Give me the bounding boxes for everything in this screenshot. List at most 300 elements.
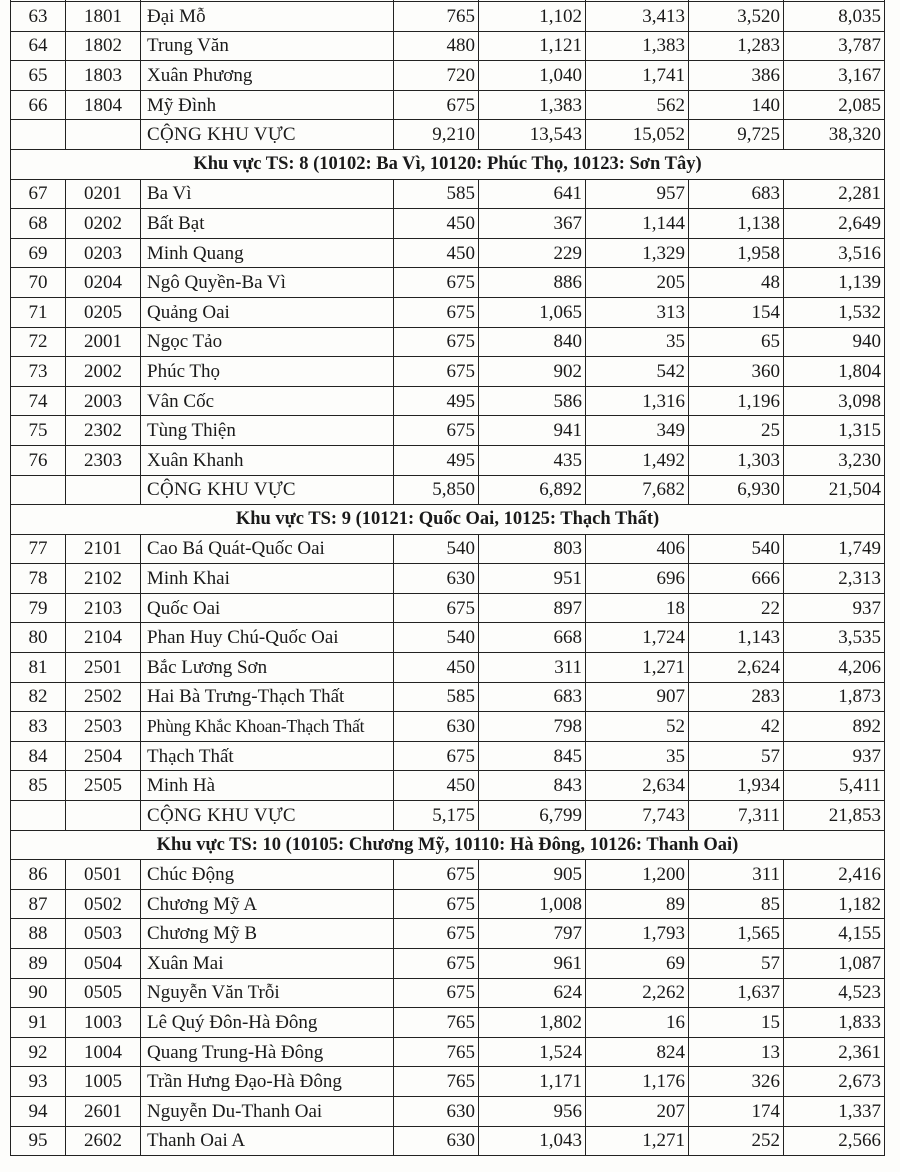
row-nv1: 1,043: [479, 1126, 586, 1156]
row-school-name: Đại Mỗ: [141, 2, 394, 32]
row-school-name: Minh Hà: [141, 771, 394, 801]
row-school-code: 0503: [66, 919, 141, 949]
table-row: [11, 653, 885, 683]
row-nv1: 311: [479, 653, 586, 683]
row-nv2: 562: [586, 90, 689, 120]
row-school-code: 2003: [66, 386, 141, 416]
row-nv1: 229: [479, 238, 586, 268]
row-stt: 89: [11, 949, 66, 979]
row-school-code: 2502: [66, 682, 141, 712]
row-total: 1,139: [784, 268, 885, 298]
row-stt: 66: [11, 90, 66, 120]
row-total: 1,749: [784, 534, 885, 564]
row-nv1: 941: [479, 416, 586, 446]
table-row: [11, 534, 885, 564]
row-school-code: 0202: [66, 209, 141, 239]
row-quota: 675: [394, 593, 479, 623]
row-nv2: 35: [586, 327, 689, 357]
section-header-row: [11, 505, 885, 535]
row-nv2: 1,492: [586, 445, 689, 475]
row-nv1: 6,892: [479, 475, 586, 505]
row-nv1: 641: [479, 179, 586, 209]
row-total: 1,182: [784, 889, 885, 919]
row-total: 940: [784, 327, 885, 357]
table-row: [11, 327, 885, 357]
row-nv3: 666: [689, 564, 784, 594]
row-nv1: 586: [479, 386, 586, 416]
row-total: 5,411: [784, 771, 885, 801]
row-school-name: CỘNG KHU VỰC: [141, 801, 394, 831]
row-stt: 92: [11, 1037, 66, 1067]
table-row: [11, 860, 885, 890]
row-school-code: 2505: [66, 771, 141, 801]
row-nv3: 6,930: [689, 475, 784, 505]
row-quota: 450: [394, 771, 479, 801]
row-nv2: 3,413: [586, 2, 689, 32]
row-quota: 675: [394, 741, 479, 771]
row-total: 21,504: [784, 475, 885, 505]
row-quota: 765: [394, 2, 479, 32]
table-row: [11, 1126, 885, 1156]
row-nv2: 52: [586, 712, 689, 742]
row-nv3: 65: [689, 327, 784, 357]
table-row: [11, 1037, 885, 1067]
row-total: 3,516: [784, 238, 885, 268]
row-nv1: 956: [479, 1096, 586, 1126]
row-school-code: [66, 801, 141, 831]
table-row: [11, 238, 885, 268]
row-stt: 94: [11, 1096, 66, 1126]
row-nv1: 840: [479, 327, 586, 357]
row-stt: 77: [11, 534, 66, 564]
section-total-row: [11, 475, 885, 505]
row-nv2: 313: [586, 297, 689, 327]
row-nv3: 360: [689, 357, 784, 387]
row-nv2: 1,329: [586, 238, 689, 268]
row-nv3: 48: [689, 268, 784, 298]
row-nv1: 13,543: [479, 120, 586, 150]
row-school-name: Quảng Oai: [141, 297, 394, 327]
row-nv3: 85: [689, 889, 784, 919]
row-quota: 540: [394, 623, 479, 653]
row-stt: 76: [11, 445, 66, 475]
row-total: 8,035: [784, 2, 885, 32]
row-school-name: Minh Khai: [141, 564, 394, 594]
row-nv1: 951: [479, 564, 586, 594]
table-row: [11, 1008, 885, 1038]
row-nv1: 1,040: [479, 61, 586, 91]
row-nv2: 1,271: [586, 1126, 689, 1156]
row-stt: 65: [11, 61, 66, 91]
row-total: 3,098: [784, 386, 885, 416]
row-quota: 495: [394, 386, 479, 416]
row-nv1: 905: [479, 860, 586, 890]
row-nv3: 1,958: [689, 238, 784, 268]
row-nv1: 797: [479, 919, 586, 949]
row-school-code: 1804: [66, 90, 141, 120]
row-nv3: 2,624: [689, 653, 784, 683]
row-total: 2,281: [784, 179, 885, 209]
row-stt: 68: [11, 209, 66, 239]
row-school-name: Bất Bạt: [141, 209, 394, 239]
row-nv3: 42: [689, 712, 784, 742]
row-total: 2,085: [784, 90, 885, 120]
row-nv2: 1,176: [586, 1067, 689, 1097]
row-quota: 9,210: [394, 120, 479, 150]
row-stt: 64: [11, 31, 66, 61]
row-nv2: 1,383: [586, 31, 689, 61]
row-quota: 720: [394, 61, 479, 91]
row-nv3: 7,311: [689, 801, 784, 831]
row-school-code: 1004: [66, 1037, 141, 1067]
row-stt: 84: [11, 741, 66, 771]
row-nv1: 961: [479, 949, 586, 979]
table-row: [11, 90, 885, 120]
row-school-code: 2002: [66, 357, 141, 387]
row-nv3: 22: [689, 593, 784, 623]
row-quota: 765: [394, 1067, 479, 1097]
row-nv2: 349: [586, 416, 689, 446]
row-total: 1,087: [784, 949, 885, 979]
row-quota: 675: [394, 297, 479, 327]
row-stt: 86: [11, 860, 66, 890]
row-school-code: 2602: [66, 1126, 141, 1156]
row-quota: 675: [394, 268, 479, 298]
row-school-name: Hai Bà Trưng-Thạch Thất: [141, 682, 394, 712]
row-nv1: 886: [479, 268, 586, 298]
row-stt: 63: [11, 2, 66, 32]
row-quota: 450: [394, 653, 479, 683]
table-row: [11, 949, 885, 979]
row-nv1: 1,065: [479, 297, 586, 327]
row-nv2: 542: [586, 357, 689, 387]
row-stt: 95: [11, 1126, 66, 1156]
row-nv1: 1,121: [479, 31, 586, 61]
row-stt: 69: [11, 238, 66, 268]
row-nv3: 252: [689, 1126, 784, 1156]
row-nv1: 6,799: [479, 801, 586, 831]
row-total: 4,206: [784, 653, 885, 683]
row-quota: 675: [394, 919, 479, 949]
row-total: 21,853: [784, 801, 885, 831]
row-quota: 5,850: [394, 475, 479, 505]
row-total: 3,535: [784, 623, 885, 653]
row-school-name: Ngô Quyền-Ba Vì: [141, 268, 394, 298]
row-total: 38,320: [784, 120, 885, 150]
row-nv1: 843: [479, 771, 586, 801]
table-row: [11, 2, 885, 32]
row-stt: 87: [11, 889, 66, 919]
row-nv3: 283: [689, 682, 784, 712]
row-school-code: 2501: [66, 653, 141, 683]
row-quota: 630: [394, 564, 479, 594]
row-nv1: 668: [479, 623, 586, 653]
row-stt: 74: [11, 386, 66, 416]
row-school-code: 2104: [66, 623, 141, 653]
row-nv3: 140: [689, 90, 784, 120]
table-row: [11, 741, 885, 771]
row-quota: 765: [394, 1008, 479, 1038]
row-nv3: 57: [689, 741, 784, 771]
table-row: [11, 889, 885, 919]
row-nv3: 9,725: [689, 120, 784, 150]
row-school-code: 0501: [66, 860, 141, 890]
row-school-name: Xuân Khanh: [141, 445, 394, 475]
row-quota: 630: [394, 712, 479, 742]
row-school-code: 1801: [66, 2, 141, 32]
row-quota: 675: [394, 978, 479, 1008]
section-title: Khu vực TS: 10 (10105: Chương Mỹ, 10110: Hà Đông, 10126: Thanh Oai): [11, 830, 885, 860]
row-nv2: 35: [586, 741, 689, 771]
row-school-name: CỘNG KHU VỰC: [141, 475, 394, 505]
row-nv2: 1,316: [586, 386, 689, 416]
row-school-name: Chương Mỹ A: [141, 889, 394, 919]
row-nv2: 69: [586, 949, 689, 979]
table-row: [11, 1067, 885, 1097]
row-school-code: 0204: [66, 268, 141, 298]
row-school-code: 2504: [66, 741, 141, 771]
row-total: 2,566: [784, 1126, 885, 1156]
row-nv2: 2,634: [586, 771, 689, 801]
table-row: [11, 978, 885, 1008]
row-stt: 85: [11, 771, 66, 801]
row-school-name: Ba Vì: [141, 179, 394, 209]
row-quota: 450: [394, 238, 479, 268]
row-stt: 70: [11, 268, 66, 298]
row-total: 1,315: [784, 416, 885, 446]
row-stt: 79: [11, 593, 66, 623]
row-nv2: 15,052: [586, 120, 689, 150]
table-row: [11, 61, 885, 91]
row-stt: 67: [11, 179, 66, 209]
row-school-name: Phùng Khắc Khoan-Thạch Thất: [141, 712, 394, 742]
row-total: 937: [784, 593, 885, 623]
row-quota: 540: [394, 534, 479, 564]
row-school-name: Phúc Thọ: [141, 357, 394, 387]
row-school-code: 1802: [66, 31, 141, 61]
row-nv2: 18: [586, 593, 689, 623]
table-row: [11, 564, 885, 594]
row-school-code: 0505: [66, 978, 141, 1008]
row-quota: 675: [394, 949, 479, 979]
row-nv1: 798: [479, 712, 586, 742]
row-school-code: 2001: [66, 327, 141, 357]
row-total: 1,532: [784, 297, 885, 327]
row-school-name: Phan Huy Chú-Quốc Oai: [141, 623, 394, 653]
row-total: 2,673: [784, 1067, 885, 1097]
table-row: [11, 1096, 885, 1126]
row-nv3: 1,283: [689, 31, 784, 61]
row-quota: 765: [394, 1037, 479, 1067]
row-school-name: Xuân Phương: [141, 61, 394, 91]
table-row: [11, 31, 885, 61]
row-stt: 93: [11, 1067, 66, 1097]
row-quota: 675: [394, 860, 479, 890]
row-nv1: 1,171: [479, 1067, 586, 1097]
row-nv3: 1,143: [689, 623, 784, 653]
enrollment-table: [10, 0, 885, 1156]
table-row: [11, 209, 885, 239]
row-stt: 80: [11, 623, 66, 653]
row-school-code: 1003: [66, 1008, 141, 1038]
row-school-code: 0203: [66, 238, 141, 268]
table-row: [11, 445, 885, 475]
row-nv2: 16: [586, 1008, 689, 1038]
table-row: [11, 297, 885, 327]
row-nv3: 386: [689, 61, 784, 91]
row-nv2: 2,262: [586, 978, 689, 1008]
row-stt: 83: [11, 712, 66, 742]
row-stt: 73: [11, 357, 66, 387]
row-school-name: Quốc Oai: [141, 593, 394, 623]
row-total: 937: [784, 741, 885, 771]
row-nv1: 897: [479, 593, 586, 623]
row-stt: 71: [11, 297, 66, 327]
section-title: Khu vực TS: 9 (10121: Quốc Oai, 10125: Thạch Thất): [11, 505, 885, 535]
row-quota: 450: [394, 209, 479, 239]
table-row: [11, 268, 885, 298]
row-stt: 81: [11, 653, 66, 683]
row-nv1: 1,102: [479, 2, 586, 32]
section-header-row: [11, 830, 885, 860]
row-nv3: 1,934: [689, 771, 784, 801]
row-nv3: 174: [689, 1096, 784, 1126]
row-nv3: 1,196: [689, 386, 784, 416]
row-school-code: 1803: [66, 61, 141, 91]
row-quota: 630: [394, 1096, 479, 1126]
row-school-name: Chương Mỹ B: [141, 919, 394, 949]
row-quota: 585: [394, 179, 479, 209]
row-school-code: 0201: [66, 179, 141, 209]
table-row: [11, 919, 885, 949]
row-total: 2,416: [784, 860, 885, 890]
row-total: 4,523: [784, 978, 885, 1008]
row-nv1: 624: [479, 978, 586, 1008]
row-nv1: 803: [479, 534, 586, 564]
row-nv3: 683: [689, 179, 784, 209]
row-school-name: Nguyễn Văn Trỗi: [141, 978, 394, 1008]
table-row: [11, 179, 885, 209]
row-school-code: 2601: [66, 1096, 141, 1126]
row-nv1: 1,802: [479, 1008, 586, 1038]
row-stt: [11, 801, 66, 831]
row-quota: 585: [394, 682, 479, 712]
section-total-row: [11, 801, 885, 831]
row-stt: 78: [11, 564, 66, 594]
row-quota: 675: [394, 327, 479, 357]
row-nv3: 540: [689, 534, 784, 564]
table-row: [11, 357, 885, 387]
row-school-name: Mỹ Đình: [141, 90, 394, 120]
table-row: [11, 771, 885, 801]
row-school-name: CỘNG KHU VỰC: [141, 120, 394, 150]
row-total: 1,833: [784, 1008, 885, 1038]
row-total: 2,361: [784, 1037, 885, 1067]
row-nv2: 7,682: [586, 475, 689, 505]
row-stt: 72: [11, 327, 66, 357]
row-school-name: Thanh Oai A: [141, 1126, 394, 1156]
row-nv1: 1,008: [479, 889, 586, 919]
row-nv2: 907: [586, 682, 689, 712]
row-nv1: 902: [479, 357, 586, 387]
row-school-code: 1005: [66, 1067, 141, 1097]
row-school-code: 2101: [66, 534, 141, 564]
row-total: 1,337: [784, 1096, 885, 1126]
table-row: [11, 386, 885, 416]
row-quota: 675: [394, 90, 479, 120]
row-school-name: Thạch Thất: [141, 741, 394, 771]
row-nv2: 957: [586, 179, 689, 209]
row-school-code: 2302: [66, 416, 141, 446]
row-school-code: 0502: [66, 889, 141, 919]
row-school-name: Trung Văn: [141, 31, 394, 61]
row-nv3: 1,303: [689, 445, 784, 475]
row-school-code: [66, 120, 141, 150]
row-school-name: Minh Quang: [141, 238, 394, 268]
row-nv2: 207: [586, 1096, 689, 1126]
row-school-name: Bắc Lương Sơn: [141, 653, 394, 683]
row-stt: 91: [11, 1008, 66, 1038]
row-total: 3,167: [784, 61, 885, 91]
row-nv3: 1,637: [689, 978, 784, 1008]
row-school-code: 0205: [66, 297, 141, 327]
table-row: [11, 593, 885, 623]
table-row: [11, 416, 885, 446]
row-nv1: 683: [479, 682, 586, 712]
row-nv2: 406: [586, 534, 689, 564]
row-school-name: Lê Quý Đôn-Hà Đông: [141, 1008, 394, 1038]
row-school-name: Trần Hưng Đạo-Hà Đông: [141, 1067, 394, 1097]
row-quota: 675: [394, 357, 479, 387]
row-stt: 88: [11, 919, 66, 949]
row-stt: 82: [11, 682, 66, 712]
row-quota: 5,175: [394, 801, 479, 831]
row-total: 3,230: [784, 445, 885, 475]
row-stt: 75: [11, 416, 66, 446]
row-school-code: 2102: [66, 564, 141, 594]
row-school-name: Vân Cốc: [141, 386, 394, 416]
row-nv2: 1,741: [586, 61, 689, 91]
row-nv1: 1,383: [479, 90, 586, 120]
row-school-name: Quang Trung-Hà Đông: [141, 1037, 394, 1067]
row-school-name: Xuân Mai: [141, 949, 394, 979]
row-school-name: Cao Bá Quát-Quốc Oai: [141, 534, 394, 564]
row-nv3: 13: [689, 1037, 784, 1067]
row-nv2: 1,724: [586, 623, 689, 653]
row-nv3: 3,520: [689, 2, 784, 32]
row-total: 3,787: [784, 31, 885, 61]
row-nv2: 824: [586, 1037, 689, 1067]
row-nv3: 326: [689, 1067, 784, 1097]
row-total: 2,649: [784, 209, 885, 239]
row-school-code: 2303: [66, 445, 141, 475]
row-nv2: 1,271: [586, 653, 689, 683]
table-row: [11, 623, 885, 653]
section-header-row: [11, 149, 885, 179]
table-row: [11, 682, 885, 712]
row-nv2: 205: [586, 268, 689, 298]
row-nv3: 15: [689, 1008, 784, 1038]
row-nv3: 1,138: [689, 209, 784, 239]
row-quota: 495: [394, 445, 479, 475]
row-school-name: Ngọc Tảo: [141, 327, 394, 357]
row-school-code: 2103: [66, 593, 141, 623]
row-total: 1,804: [784, 357, 885, 387]
row-total: 4,155: [784, 919, 885, 949]
row-nv2: 1,200: [586, 860, 689, 890]
row-school-code: 0504: [66, 949, 141, 979]
section-title: Khu vực TS: 8 (10102: Ba Vì, 10120: Phúc Thọ, 10123: Sơn Tây): [11, 149, 885, 179]
